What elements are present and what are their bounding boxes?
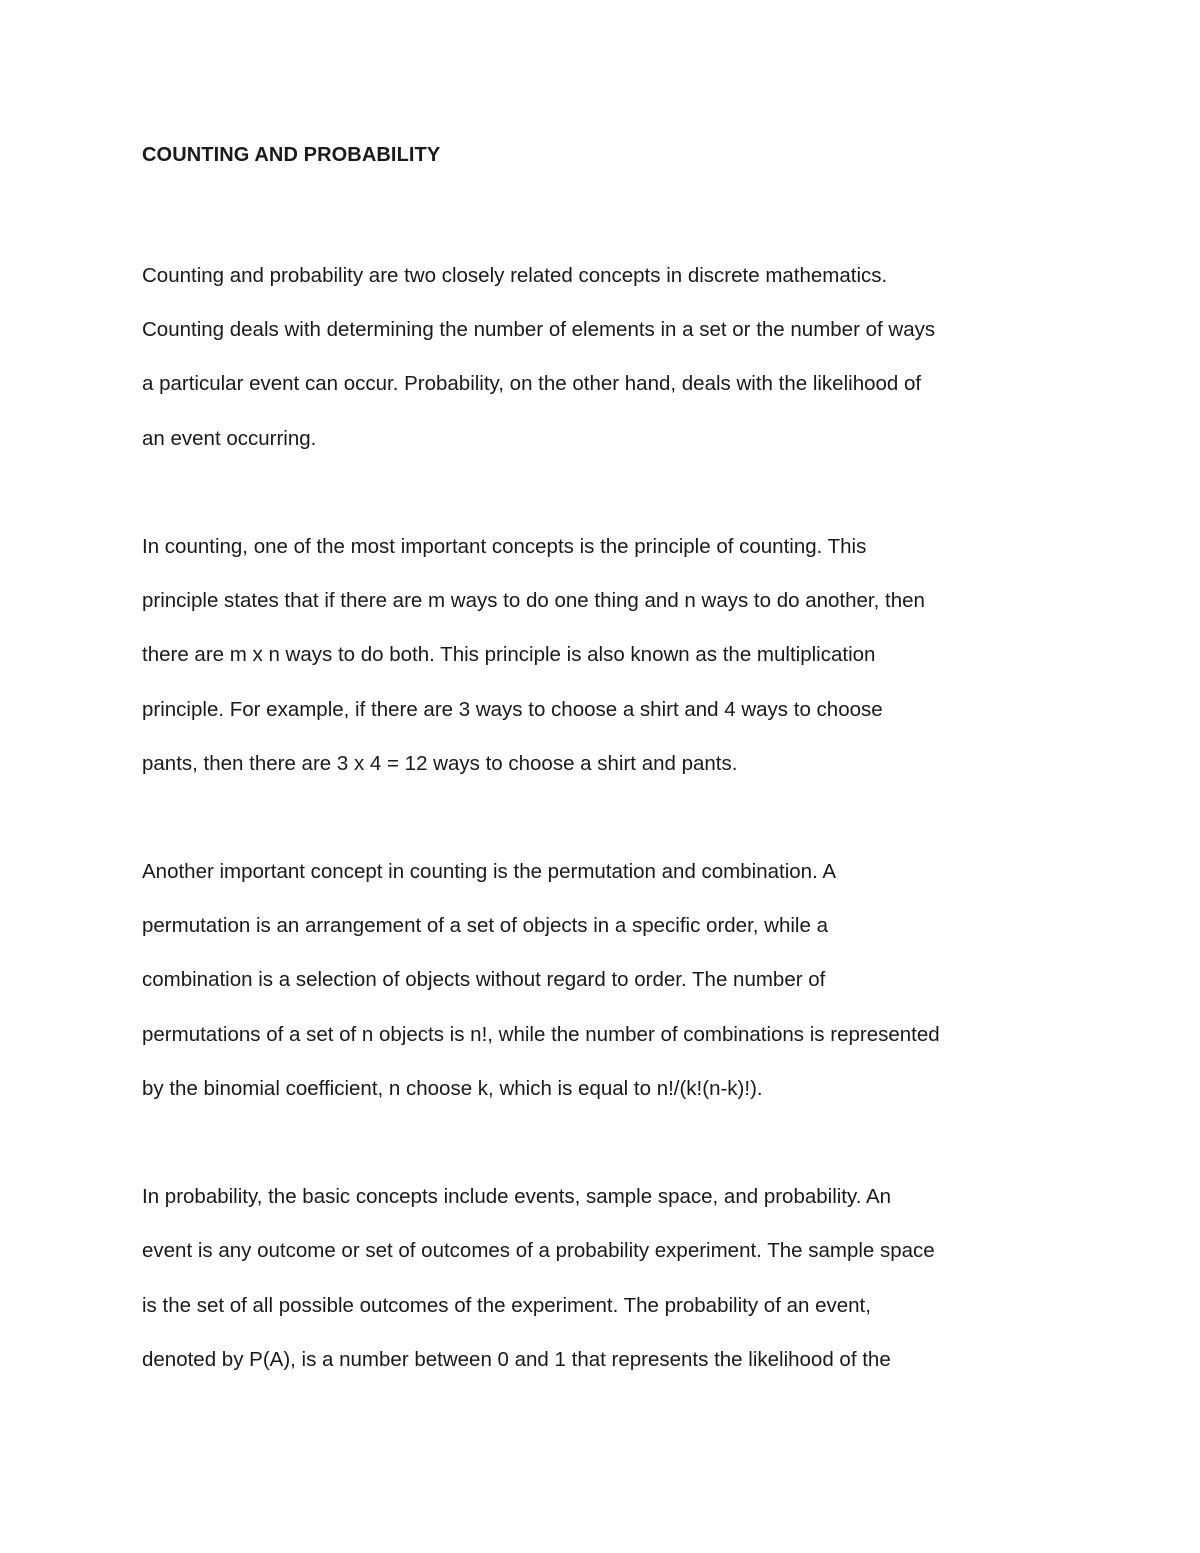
text-line: a particular event can occur. Probability, on the other hand, deals with the likelihood of [142, 372, 922, 396]
text-line: principle states that if there are m ways to do one thing and n ways to do another, then [142, 589, 925, 613]
document-body [142, 140, 1072, 1387]
text-line: permutations of a set of n objects is n!, while the number of combinations is represented [142, 1022, 940, 1046]
text-line: there are m x n ways to do both. This principle is also known as the multiplication [142, 643, 876, 667]
paragraph-counting-principle [142, 520, 1072, 791]
paragraph-permutation-combination [142, 845, 1072, 1116]
text-line: denoted by P(A), is a number between 0 and 1 that represents the likelihood of the [142, 1347, 891, 1371]
text-line: Counting deals with determining the number of elements in a set or the number of ways [142, 318, 936, 342]
text-line: Another important concept in counting is the permutation and combination. A [142, 860, 837, 884]
text-line: an event occurring. [142, 426, 317, 450]
text-line: permutation is an arrangement of a set of objects in a specific order, while a [142, 914, 828, 938]
text-line: In probability, the basic concepts include events, sample space, and probability. An [142, 1185, 892, 1209]
text-line: is the set of all possible outcomes of the experiment. The probability of an event, [142, 1293, 871, 1317]
paragraph-spacer [142, 1116, 1072, 1170]
paragraph-probability [142, 1170, 1072, 1387]
paragraph-spacer [142, 791, 1072, 845]
text-line: event is any outcome or set of outcomes of a probability experiment. The sample space [142, 1239, 935, 1263]
text-line: by the binomial coefficient, n choose k, which is equal to n!/(k!(n-k)!). [142, 1076, 763, 1100]
paragraph-spacer [142, 466, 1072, 520]
paragraph-intro [142, 249, 1072, 466]
text-line: In counting, one of the most important concepts is the principle of counting. This [142, 534, 867, 558]
document-title: COUNTING AND PROBABILITY [142, 144, 441, 166]
text-line: Counting and probability are two closely related concepts in discrete mathematics. [142, 264, 888, 287]
text-line: pants, then there are 3 x 4 = 12 ways to choose a shirt and pants. [142, 751, 738, 775]
text-line: principle. For example, if there are 3 ways to choose a shirt and 4 ways to choose [142, 697, 883, 721]
text-line: combination is a selection of objects without regard to order. The number of [142, 968, 826, 992]
